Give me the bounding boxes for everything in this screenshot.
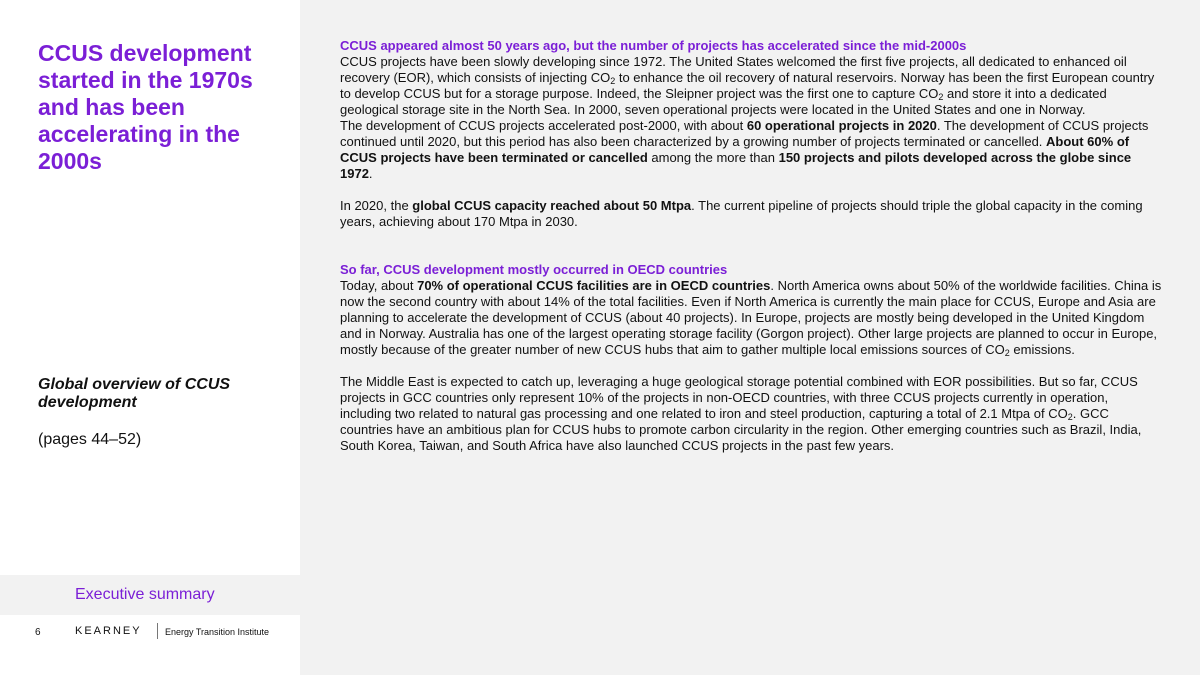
logo-divider (157, 623, 158, 639)
executive-summary-link[interactable]: Executive summary (75, 586, 215, 603)
paragraph-history-1: CCUS projects have been slowly developing since 1972. The United States welcomed the first five projects, all dedicated to enhanced oil recovery (EOR), which consists of injecting $CO_2$ to enhance the oil recovery of natural reservoirs. Norway has been the first European country to develop CCUS but for a storage purpose. Indeed, the Sleipner project was the first one to capture $CO_2$ and store it into a dedicated geological storage site in the North Sea. In 2000, seven operational projects were located in the United States and one in Norway. (340, 54, 1155, 117)
kearney-logo: KEARNEY (75, 625, 142, 637)
footer (0, 615, 300, 675)
page-range: (pages 44–52) (38, 431, 142, 448)
section-heading-history: CCUS appeared almost 50 years ago, but the number of projects has accelerated since the mid-2000s (340, 38, 967, 53)
paragraph-oecd-1: Today, about 70% of operational CCUS facilities are in OECD countries. North America owns about 50% of the worldwide facilities. China is now the second country with about 14% of the total facilities. Even if North America is currently the main place for CCUS, Europe and Asia are planning to accelerate the development of CCUS (about 40 projects). In Europe, projects are mostly being developed in the United Kingdom and in Norway. Australia has one of the largest operating storage facility (Gorgon project). Other large projects are planned to occur in Europe, mostly because of the greater number of new CCUS hubs that aim to gather multiple local emissions sources of $CO_2$ emissions. (340, 278, 1162, 358)
paragraph-history-2: The development of CCUS projects accelerated post-2000, with about 60 operational projects in 2020. The development of CCUS projects continued until 2020, but this period has also been characterized by a growing number of projects terminated or cancelled. About 60% of CCUS projects have been terminated or cancelled among the more than 150 projects and pilots developed across the globe since 1972. (340, 118, 1149, 181)
paragraph-middle-east: The Middle East is expected to catch up, leveraging a huge geological storage potential combined with EOR possibilities. But so far, CCUS projects in GCC countries only represent 10% of the projects in non-OECD countries, with three CCUS projects currently in operation, including two related to natural gas processing and one related to iron and steel production, capturing a total of 2.1 Mtpa of $CO_2$. GCC countries have an ambitious plan for CCUS hubs to promote carbon circularity in the region. Other emerging countries such as Brazil, India, South Korea, Taiwan, and South Africa have also launched CCUS projects in the past few years. (340, 374, 1142, 453)
section-nav (0, 575, 300, 615)
institute-name: Energy Transition Institute (165, 627, 270, 637)
main-content (340, 38, 1162, 454)
page-title: CCUS development started in the 1970s and has been accelerating in the 2000s (38, 40, 253, 174)
left-panel (0, 0, 300, 675)
section-subtitle: Global overview of CCUS development (38, 376, 231, 411)
section-heading-oecd: So far, CCUS development mostly occurred in OECD countries (340, 262, 728, 277)
paragraph-capacity: In 2020, the global CCUS capacity reached about 50 Mtpa. The current pipeline of projects should triple the global capacity in the coming years, achieving about 170 Mtpa in 2030. (340, 198, 1143, 229)
page-number: 6 (35, 627, 41, 638)
